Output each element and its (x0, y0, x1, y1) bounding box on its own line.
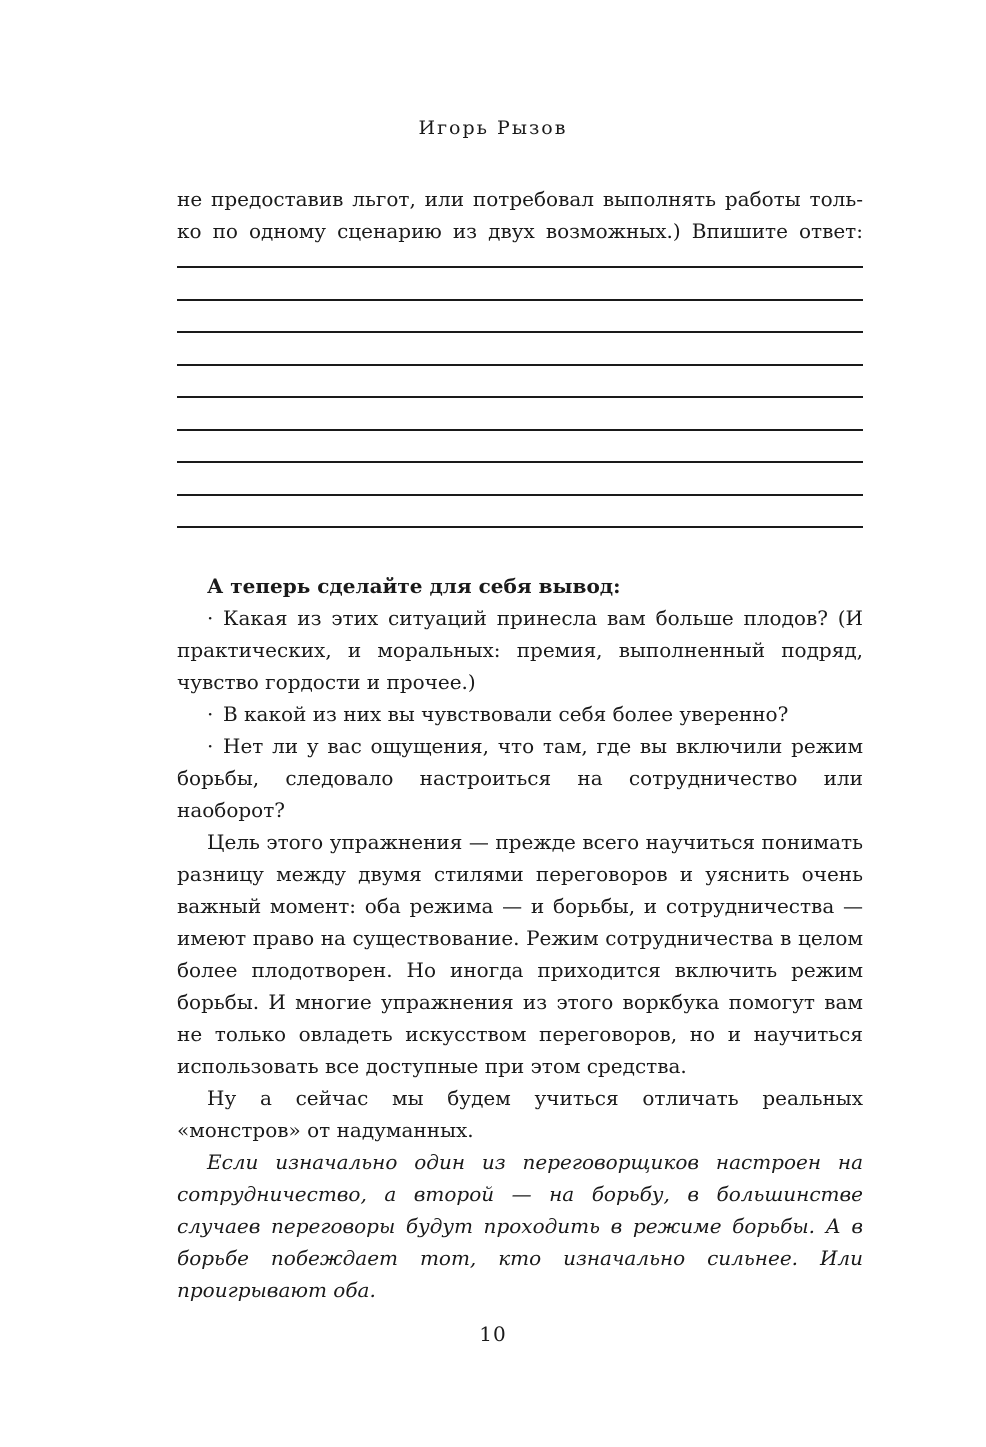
bullet-item-2 (177, 698, 863, 730)
bullet-text: Какая из этих ситуаций принесла вам больше плодов? (И практических, и моральных: премия, выполненный подряд, чувство гордости и прочее.) (177, 606, 863, 694)
answer-line[interactable] (177, 494, 863, 496)
bullet-icon: · (207, 702, 214, 726)
italic-paragraph: Если изначально один из переговорщиков настроен на сотрудничество, а второй — на борьбу, в большинстве случаев переговоры будут проходить в режиме борьбы. А в борьбе побеждает тот, кто изначально сильнее. Или проигрывают оба. (177, 1150, 863, 1302)
body-text (177, 570, 863, 1306)
answer-line[interactable] (177, 331, 863, 333)
answer-line[interactable] (177, 266, 863, 268)
paragraph-monsters: Ну а сейчас мы будем учиться отличать реальных «монстров» от надуманных. (177, 1086, 863, 1142)
paragraph-exercise-goal: Цель этого упражнения — прежде всего научиться понимать разницу между двумя стилями переговоров и уяснить очень важный момент: оба режима — и борьбы, и сотрудничества — имеют право на существование. Режим сотрудничества в целом более плодотворен. Но иногда приходится включить режим борьбы. И многие упражнения из этого воркбука помогут вам не только овладеть искусством переговоров, но и научиться использовать все доступные при этом средства. (177, 830, 863, 1078)
answer-lines[interactable] (177, 266, 863, 559)
intro-line-1: не предоставив льгот, или потребовал выполнять работы толь- (177, 187, 863, 211)
answer-line[interactable] (177, 396, 863, 398)
answer-line[interactable] (177, 526, 863, 528)
bullet-text: Нет ли у вас ощущения, что там, где вы включили режим борьбы, следовало настроиться на сотрудничество или наоборот? (177, 734, 863, 822)
bullet-item-3 (177, 730, 863, 826)
conclusion-heading: А теперь сделайте для себя вывод: (207, 574, 621, 598)
bullet-text: В какой из них вы чувствовали себя более уверенно? (223, 702, 789, 726)
answer-line[interactable] (177, 299, 863, 301)
page-number: 10 (479, 1322, 507, 1346)
bullet-icon: · (207, 606, 214, 630)
answer-line[interactable] (177, 429, 863, 431)
answer-line[interactable] (177, 461, 863, 463)
bullet-icon: · (207, 734, 214, 758)
running-head-author: Игорь Рызов (418, 117, 568, 139)
bullet-item-1 (177, 602, 863, 698)
intro-text (177, 183, 863, 247)
answer-line[interactable] (177, 364, 863, 366)
intro-line-2: ко по одному сценарию из двух возможных.) Впишите ответ: (177, 219, 863, 243)
